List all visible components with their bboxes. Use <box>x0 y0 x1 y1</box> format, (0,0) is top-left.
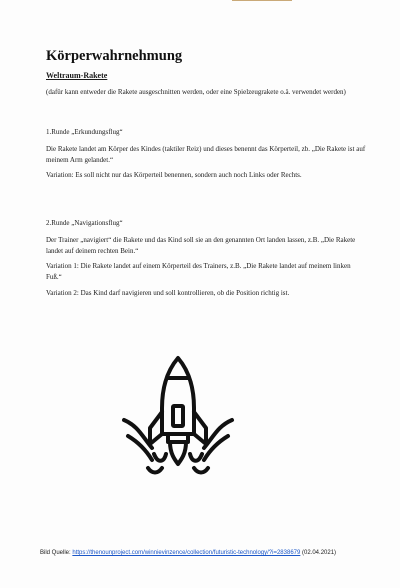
round1-heading: 1.Runde „Erkundungsflug“ <box>46 128 123 136</box>
source-link[interactable]: https://thenounproject.com/winnievinzence/collection/futuristic-technology/?i=2838679 <box>72 550 301 556</box>
round2-variation1: Variation 1: Die Rakete landet auf einem Körperteil des Trainers, z.B. „Die Rakete landet auf meinem linken Fuß.“ <box>46 262 351 281</box>
image-source-footer <box>40 549 370 558</box>
round2-variation2: Variation 2: Das Kind darf navigieren und soll kontrollieren, ob die Position richtig ist. <box>46 289 290 297</box>
round2-text: Der Trainer „navigiert“ die Rakete und das Kind soll sie an den genannten Ort landen lassen, z.B. „Die Rakete landet auf deinem rechten Bein.“ <box>46 236 356 255</box>
round2-heading: 2.Runde „Navigationsflug“ <box>46 219 123 227</box>
page-title: Körperwahrnehmung <box>46 48 183 64</box>
rocket-icon <box>118 350 238 480</box>
footer-date: (02.04.2021) <box>300 550 337 556</box>
footer-label: Bild Quelle: <box>40 550 73 556</box>
intro-note: (dafür kann entweder die Rakete ausgeschnitten werden, oder eine Spielzeugrakete o.ä. verwendet werden) <box>46 88 346 96</box>
round1-text: Die Rakete landet am Körper des Kindes (taktiler Reiz) und dieses benennt das Körperteil, zb. „Die Rakete ist auf meinem Arm gelandet.“ <box>46 145 366 164</box>
page-subtitle: Weltraum-Rakete <box>46 71 108 80</box>
round1-variation: Variation: Es soll nicht nur das Körperteil benennen, sondern auch noch Links oder Rechts. <box>46 171 302 179</box>
page-edge-mark <box>232 0 292 1</box>
